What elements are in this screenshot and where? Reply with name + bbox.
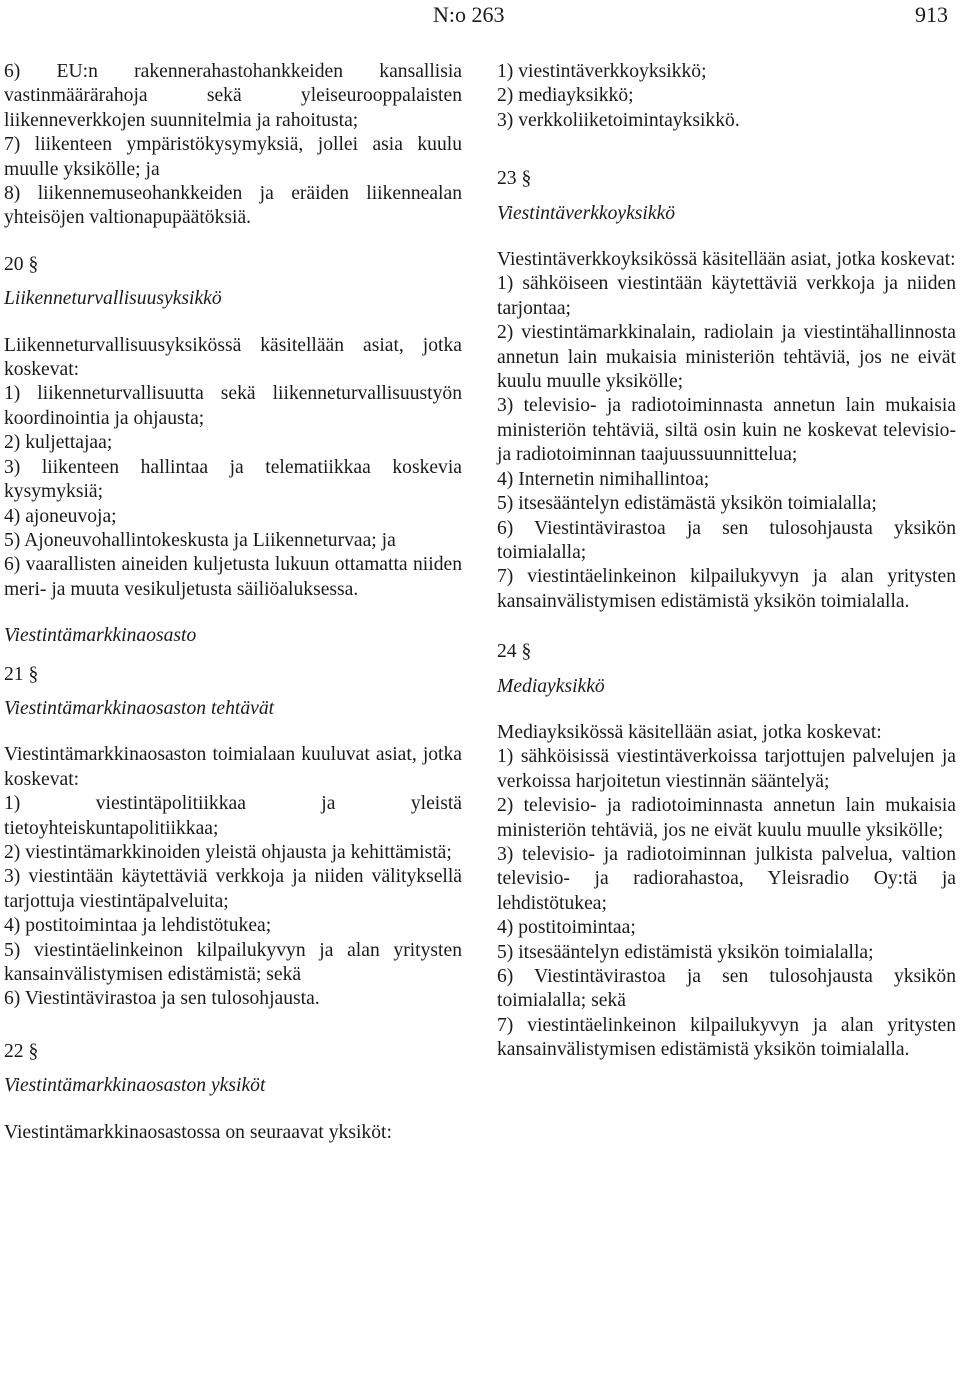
- left-column: [4, 60, 462, 1145]
- section-title: Viestintämarkkinaosaston tehtävät: [4, 697, 275, 719]
- list-item: 1) viestintäverkkoyksikkö;: [497, 61, 707, 82]
- paragraph: 8) liikennemuseohankkeiden ja eräiden liikennealan yhteisöjen valtionapupäätöksiä.: [4, 183, 462, 229]
- paragraph: 5) Ajoneuvohallintokeskusta ja Liikenneturvaa; ja: [4, 529, 396, 551]
- paragraph: 2) viestintämarkkinalain, radiolain ja viestintähallinnosta annetun lain mukaisia ministeriön tehtäviä, jos ne eivät kuulu muulle yksikölle;: [497, 322, 956, 393]
- department-title: Viestintämarkkinaosasto: [4, 625, 197, 647]
- paragraph: 3) viestintään käytettäviä verkkoja ja niiden välityksellä tarjottuja viestintäpalveluita;: [4, 866, 462, 912]
- paragraph: 1) sähköiseen viestintään käytettäviä verkkoja ja niiden tarjontaa;: [497, 273, 956, 319]
- paragraph: 6) vaarallisten aineiden kuljetusta lukuun ottamatta niiden meri- ja muuta vesikuljetusta säiliöaluksessa.: [4, 554, 462, 600]
- paragraph: Viestintäverkkoyksikössä käsitellään asiat, jotka koskevat:: [497, 249, 956, 271]
- paragraph: 6) Viestintävirastoa ja sen tulosohjausta.: [4, 988, 320, 1010]
- paragraph: 2) viestintämarkkinoiden yleistä ohjausta ja kehittämistä;: [4, 841, 452, 863]
- paragraph: 5) viestintäelinkeinon kilpailukyvyn ja alan yritysten kansainvälistymisen edistämistä; sekä: [4, 939, 462, 985]
- paragraph: 3) liikenteen hallintaa ja telematiikkaa koskevia kysymyksiä;: [4, 456, 462, 503]
- paragraph: 3) televisio- ja radiotoiminnasta annetun lain mukaisia ministeriön tehtäviä, siltä osin kuin ne koskevat televisio- ja radiotoiminnan taajuussuunnittelua;: [497, 395, 956, 466]
- list-item: 3) verkkoliiketoimintayksikkö.: [497, 109, 740, 131]
- paragraph: 1) liikenneturvallisuutta sekä liikenneturvallisuustyön koordinointia ja ohjausta;: [4, 383, 462, 429]
- section-number: 24 §: [497, 641, 532, 663]
- paragraph: 2) kuljettajaa;: [4, 432, 113, 454]
- paragraph: 4) Internetin nimihallintoa;: [497, 468, 710, 490]
- paragraph: 4) postitoimintaa;: [497, 917, 636, 939]
- section-title: Liikenneturvallisuusyksikkö: [4, 288, 222, 310]
- list-item: 2) mediayksikkö;: [497, 85, 634, 107]
- section-title: Viestintämarkkinaosaston yksiköt: [4, 1075, 266, 1097]
- section-number: 21 §: [4, 663, 39, 685]
- paragraph: 6) Viestintävirastoa ja sen tulosohjausta yksikön toimialalla;: [497, 517, 956, 563]
- paragraph: 2) televisio- ja radiotoiminnasta annetun lain mukaisia ministeriön tehtäviä, jos ne eivät kuulu muulle yksikölle;: [497, 795, 956, 841]
- statute-number: N:o 263: [433, 2, 505, 27]
- paragraph: 1) sähköisissä viestintäverkoissa tarjottujen palvelujen ja verkoissa harjoitetun viestinnän sääntelyä;: [497, 746, 956, 792]
- paragraph: 3) televisio- ja radiotoiminnan julkista palvelua, valtion televisio- ja radiorahastoa, Yleisradio Oy:tä ja lehdistötukea;: [497, 843, 956, 914]
- paragraph: Liikenneturvallisuusyksikössä käsitellään asiat, jotka koskevat:: [4, 334, 462, 381]
- section-number: 20 §: [4, 253, 39, 275]
- paragraph: 4) ajoneuvoja;: [4, 505, 117, 527]
- paragraph: 7) viestintäelinkeinon kilpailukyvyn ja alan yritysten kansainvälistymisen edistämistä yksikön toimialalla.: [497, 566, 956, 612]
- paragraph: 6) Viestintävirastoa ja sen tulosohjausta yksikön toimialalla; sekä: [497, 966, 956, 1012]
- right-column: [497, 60, 956, 1063]
- paragraph: 6) EU:n rakennerahastohankkeiden kansallisia vastinmäärärahoja sekä yleiseurooppalaisten liikenneverkkojen suunnitelmia ja rahoitusta;: [4, 61, 462, 131]
- section-title: Mediayksikkö: [497, 675, 605, 697]
- paragraph: Viestintämarkkinaosaston toimialaan kuuluvat asiat, jotka koskevat:: [4, 744, 462, 790]
- paragraph: Mediayksikössä käsitellään asiat, jotka koskevat:: [497, 721, 882, 743]
- section-number: 23 §: [497, 168, 532, 190]
- paragraph: 7) viestintäelinkeinon kilpailukyvyn ja alan yritysten kansainvälistymisen edistämistä yksikön toimialalla.: [497, 1014, 956, 1061]
- paragraph: 4) postitoimintaa ja lehdistötukea;: [4, 915, 272, 937]
- paragraph: 1) viestintäpolitiikkaa ja yleistä tietoyhteiskuntapolitiikkaa;: [4, 793, 462, 839]
- page-header: [0, 0, 960, 34]
- section-title: Viestintäverkkoyksikkö: [497, 202, 676, 224]
- page-number: 913: [915, 2, 948, 27]
- paragraph: 7) liikenteen ympäristökysymyksiä, jollei asia kuulu muulle yksikölle; ja: [4, 134, 462, 180]
- paragraph: 5) itsesääntelyn edistämistä yksikön toimialalla;: [497, 941, 874, 963]
- paragraph: 5) itsesääntelyn edistämästä yksikön toimialalla;: [497, 493, 877, 515]
- paragraph: Viestintämarkkinaosastossa on seuraavat yksiköt:: [4, 1121, 392, 1143]
- section-number: 22 §: [4, 1040, 39, 1062]
